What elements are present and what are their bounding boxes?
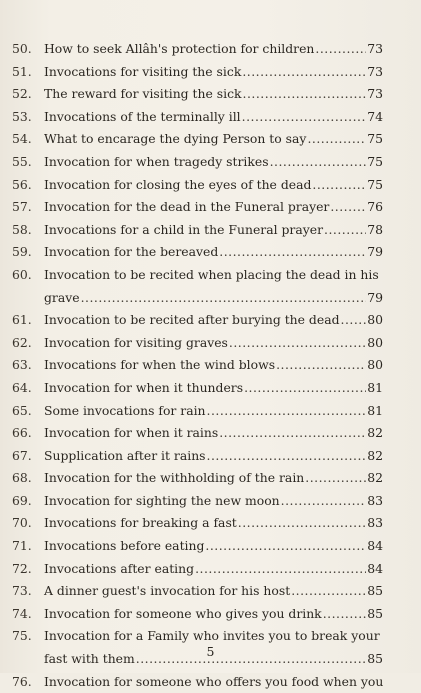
toc-entry	[0, 490, 421, 513]
toc-entry-title: Invocations for breaking a fast	[44, 515, 237, 531]
toc-entry-page: 81	[367, 379, 383, 395]
toc-entry	[0, 38, 421, 61]
toc-entry-number: 55.	[12, 153, 32, 169]
toc-entry-page: 74	[367, 108, 383, 124]
toc-entry	[0, 309, 421, 332]
toc-entry-page: 81	[367, 402, 383, 418]
toc-entry-number: 53.	[12, 108, 32, 124]
dot-leader	[315, 38, 366, 61]
toc-entry-title: Invocation for when tragedy strikes	[44, 153, 269, 169]
toc-entry-page: 83	[367, 492, 383, 508]
toc-entry-title: What to encarage the dying Person to say	[44, 131, 307, 147]
toc-entry	[0, 377, 421, 400]
toc-entry-title: Invocations before eating	[44, 538, 205, 554]
dot-leader	[219, 241, 366, 264]
dot-leader	[238, 512, 366, 535]
toc-entry-number: 67.	[12, 447, 32, 463]
toc-entry-number: 61.	[12, 312, 32, 328]
toc-entry	[0, 400, 421, 423]
toc-entry-number: 51.	[12, 63, 32, 79]
toc-entry-page: 75	[367, 176, 383, 192]
toc-entry	[0, 151, 421, 174]
toc-entry-page: 85	[367, 651, 383, 667]
dot-leader	[281, 490, 367, 513]
toc-entry-title: Invocation to be recited after burying the dead	[44, 312, 340, 328]
dot-leader	[207, 400, 367, 423]
toc-entry-title: Invocation for the bereaved	[44, 244, 219, 260]
dot-leader	[270, 151, 367, 174]
toc-entry-number: 71.	[12, 538, 32, 554]
toc-entry	[0, 535, 421, 558]
toc-entry	[0, 467, 421, 490]
toc-entry-number: 59.	[12, 244, 32, 260]
toc-entry-number: 65.	[12, 402, 32, 418]
toc-entry-page: 82	[367, 425, 383, 441]
toc-entry-line	[44, 422, 383, 445]
toc-entry-page: 84	[367, 538, 383, 554]
toc-entry	[0, 128, 421, 151]
dot-leader	[242, 106, 367, 129]
toc-entry	[0, 422, 421, 445]
toc-entry-page: 85	[367, 583, 383, 599]
toc-entry-title: The reward for visiting the sick	[44, 86, 242, 102]
toc-entry-line	[44, 287, 383, 310]
toc-entry-line	[44, 558, 383, 581]
dot-leader	[219, 422, 366, 445]
toc-entry-number: 64.	[12, 379, 32, 395]
table-of-contents	[0, 38, 421, 693]
toc-entry-title: Invocation for when it rains	[44, 425, 219, 441]
page-number: 5	[206, 644, 215, 659]
toc-entry-number: 56.	[12, 176, 32, 192]
toc-entry-page: 84	[367, 560, 383, 576]
toc-entry-number: 58.	[12, 221, 32, 237]
toc-entry-line	[44, 264, 383, 287]
toc-entry-line	[44, 603, 383, 626]
toc-entry-line	[44, 445, 383, 468]
toc-entry-page: 80	[367, 334, 383, 350]
toc-entry-number: 66.	[12, 425, 32, 441]
toc-entry-title: Invocation for closing the eyes of the dead	[44, 176, 312, 192]
toc-entry-page: 82	[367, 447, 383, 463]
toc-entry-line	[44, 377, 383, 400]
dot-leader	[81, 287, 367, 310]
toc-entry	[0, 445, 421, 468]
toc-entry-title: Some invocations for rain	[44, 402, 206, 418]
toc-entry-line	[44, 106, 383, 129]
toc-entry-number: 75.	[12, 628, 32, 644]
toc-entry-title: Invocations of the terminally ill	[44, 108, 241, 124]
toc-entry-title: How to seek Allâh's protection for children	[44, 41, 315, 56]
toc-entry-line	[44, 38, 383, 61]
toc-entry	[0, 264, 421, 287]
toc-entry-line	[44, 61, 383, 84]
dot-leader	[205, 535, 366, 558]
toc-entry	[0, 83, 421, 106]
toc-entry-title: Invocation to be recited when placing the dead in his	[44, 266, 379, 282]
toc-entry	[0, 196, 421, 219]
toc-entry-line	[44, 354, 383, 377]
toc-entry-line	[44, 196, 383, 219]
toc-entry-title: Invocations after eating	[44, 560, 195, 576]
toc-entry-number: 74.	[12, 605, 32, 621]
toc-entry-number: 52.	[12, 86, 32, 102]
dot-leader	[276, 354, 366, 377]
toc-entry-line	[44, 332, 383, 355]
dot-leader	[324, 219, 366, 242]
toc-entry-page: 75	[367, 131, 383, 147]
toc-entry	[0, 61, 421, 84]
toc-entry	[0, 671, 421, 693]
toc-entry-page: 85	[367, 605, 383, 621]
dot-leader	[341, 309, 367, 332]
toc-entry-continuation	[0, 287, 421, 310]
dot-leader	[305, 467, 366, 490]
toc-entry-line	[44, 83, 383, 106]
toc-entry	[0, 512, 421, 535]
toc-entry	[0, 603, 421, 626]
toc-entry-title: A dinner guest's invocation for his host	[44, 583, 291, 599]
toc-entry-title: Invocations for visiting the sick	[44, 63, 242, 79]
toc-entry	[0, 332, 421, 355]
toc-entry-title: Invocations for when the wind blows	[44, 357, 276, 373]
toc-entry-line	[44, 490, 383, 513]
toc-entry-number: 68.	[12, 470, 32, 486]
toc-entry	[0, 354, 421, 377]
toc-entry-line	[44, 309, 383, 332]
dot-leader	[229, 332, 366, 355]
toc-entry	[0, 106, 421, 129]
toc-entry-number: 69.	[12, 492, 32, 508]
dot-leader	[323, 603, 367, 626]
toc-entry-line	[44, 174, 383, 197]
toc-entry-title-continued: fast with them	[44, 651, 135, 667]
toc-entry-title: Invocation for a Family who invites you to break your	[44, 628, 380, 644]
toc-entry-page: 83	[367, 515, 383, 531]
toc-entry-title: Invocation for someone who offers you food when you	[44, 673, 384, 689]
toc-entry-number: 50.	[12, 41, 32, 56]
dot-leader	[243, 83, 367, 106]
toc-entry-title: Invocation for sighting the new moon	[44, 492, 280, 508]
toc-entry	[0, 174, 421, 197]
toc-entry-line	[44, 467, 383, 490]
toc-entry-number: 54.	[12, 131, 32, 147]
toc-entry-line	[44, 580, 383, 603]
toc-entry-line	[44, 241, 383, 264]
toc-entry	[0, 580, 421, 603]
toc-entry-title: Invocation for the dead in the Funeral prayer	[44, 199, 330, 215]
toc-entry-line	[44, 128, 383, 151]
toc-entry-page: 78	[367, 221, 383, 237]
dot-leader	[244, 377, 366, 400]
dot-leader	[330, 196, 366, 219]
toc-entry	[0, 558, 421, 581]
toc-entry-page: 80	[367, 312, 383, 328]
toc-entry-number: 62.	[12, 334, 32, 350]
toc-entry-page: 82	[367, 470, 383, 486]
toc-entry-title: Invocation for someone who gives you drink	[44, 605, 322, 621]
toc-entry-title: Invocation for the withholding of the rain	[44, 470, 305, 486]
toc-entry-number: 72.	[12, 560, 32, 576]
toc-entry-line	[44, 671, 383, 693]
toc-entry-line	[44, 151, 383, 174]
toc-entry	[0, 219, 421, 242]
toc-entry-line	[44, 512, 383, 535]
toc-entry-page: 73	[367, 86, 383, 102]
dot-leader	[307, 128, 366, 151]
toc-entry-line	[44, 535, 383, 558]
dot-leader	[195, 558, 366, 581]
toc-entry-page: 76	[367, 199, 383, 215]
toc-entry-number: 57.	[12, 199, 32, 215]
toc-entry-number: 76.	[12, 673, 32, 689]
toc-entry-number: 60.	[12, 266, 32, 282]
toc-entry-title: Invocation for when it thunders	[44, 379, 244, 395]
toc-entry-page: 79	[367, 244, 383, 260]
toc-entry-number: 73.	[12, 583, 32, 599]
toc-entry-page: 73	[367, 63, 383, 79]
toc-entry-page: 73	[367, 41, 383, 56]
toc-entry-line	[44, 219, 383, 242]
toc-entry-line	[44, 400, 383, 423]
dot-leader	[312, 174, 366, 197]
toc-entry-title-continued: grave	[44, 289, 80, 305]
toc-entry-page: 75	[367, 153, 383, 169]
toc-entry-number: 70.	[12, 515, 32, 531]
toc-entry-title: Invocation for visiting graves	[44, 334, 228, 350]
toc-entry-page: 79	[367, 289, 383, 305]
dot-leader	[242, 61, 366, 84]
dot-leader	[291, 580, 366, 603]
toc-entry-number: 63.	[12, 357, 32, 373]
toc-entry	[0, 241, 421, 264]
dot-leader	[207, 445, 367, 468]
toc-entry-title: Supplication after it rains	[44, 447, 206, 463]
toc-entry-page: 80	[367, 357, 383, 373]
toc-entry-title: Invocations for a child in the Funeral prayer	[44, 221, 324, 237]
